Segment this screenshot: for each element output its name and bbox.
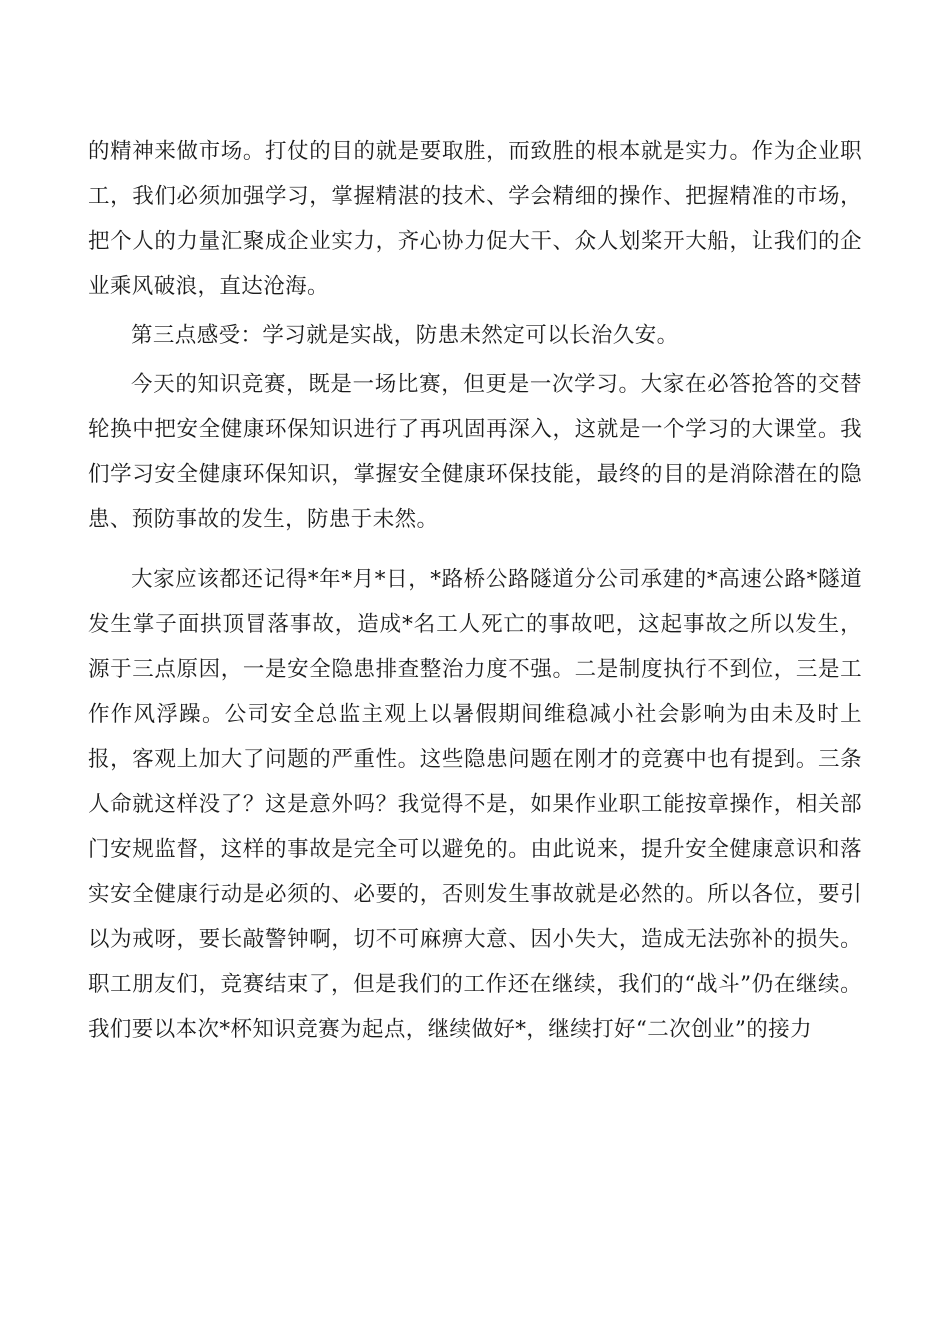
paragraph-third-point-heading: 第三点感受：学习就是实战，防患未然定可以长治久安。 [131,323,679,348]
paragraph-accident-case: 大家应该都还记得*年*月*日，*路桥公路隧道分公司承建的*高速公路*隧道发生掌子面拱顶冒落事故，造成*名工人死亡的事故吧，这起事故之所以发生，源于三点原因，一是安全隐患排查整治力度不强。二是制度执行不到位，三是工作作风浮躁。公司安全总监主观上以暑假期间维稳减小社会影响为由未及时上报，客观上加大了问题的严重性。这些隐患问题在刚才的竞赛中也有提到。三条人命就这样没了？这是意外吗？我觉得不是，如果作业职工能按章操作，相关部门安规监督，这样的事故是完全可以避免的。由此说来，提升安全健康意识和落实安全健康行动是必须的、必要的，否则发生事故就是必然的。所以各位，要引以为戒呀，要长敲警钟啊，切不可麻痹大意、因小失大，造成无法弥补的损失。职工朋友们，竞赛结束了，但是我们的工作还在继续，我们的“战斗”仍在继续。我们要以本次*杯知识竞赛为起点，继续做好*，继续打好“二次创业”的接力 [88,567,862,1042]
paragraph-knowledge-contest: 今天的知识竞赛，既是一场比赛，但更是一次学习。大家在必答抢答的交替轮换中把安全健康环保知识进行了再巩固再深入，这就是一个学习的大课堂。我们学习安全健康环保知识，掌握安全健康环保技能，最终的目的是消除潜在的隐患、预防事故的发生，防患于未然。 [88,372,862,532]
paragraph-continuation: 的精神来做市场。打仗的目的就是要取胜，而致胜的根本就是实力。作为企业职工，我们必须加强学习，掌握精湛的技术、学会精细的操作、把握精准的市场，把个人的力量汇聚成企业实力，齐心协力促大干、众人划桨开大船，让我们的企业乘风破浪，直达沧海。 [88,139,862,299]
document-body [88,129,862,1052]
